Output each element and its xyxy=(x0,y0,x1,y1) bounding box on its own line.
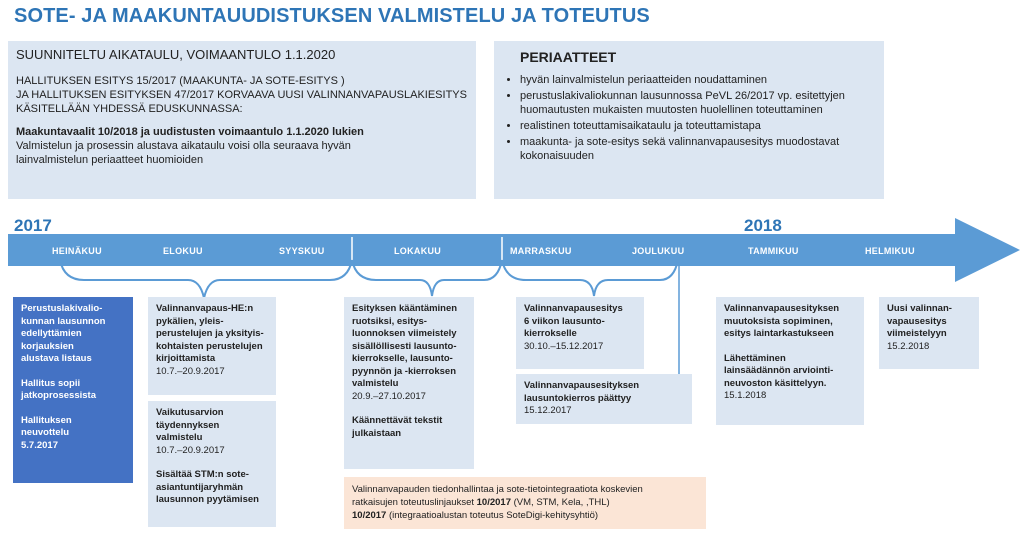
card-line: vapausesitys xyxy=(887,315,947,327)
card-line xyxy=(352,509,698,522)
july-card xyxy=(13,297,133,483)
card-line: muutoksista sopiminen, xyxy=(724,315,833,327)
schedule-line-1: HALLITUKSEN ESITYS 15/2017 (MAAKUNTA- JA SOTE-ESITYS ) xyxy=(16,75,345,87)
card-line: lausuntokierros päättyy xyxy=(524,392,632,404)
principle-item: • realistinen toteuttamisaikataulu ja toteuttamistapa xyxy=(520,119,872,133)
card-line: Käännettävät tekstit xyxy=(352,415,443,426)
principle-item: • hyvän lainvalmistelun periaatteiden noudattaminen xyxy=(520,73,872,87)
card-line: Hallitus sopii xyxy=(21,377,81,389)
card-line: perustelujen ja yksityis- xyxy=(156,328,264,339)
card-text: (VM, STM, Kela, ,THL) xyxy=(510,497,610,508)
card-line: jatkoprosessista xyxy=(21,390,96,401)
card-line: täydennyksen xyxy=(156,419,220,431)
card-line: Valinnanvapauden tiedonhallintaa ja sote-tietointegraatiota koskevien xyxy=(352,484,643,495)
card-line: lausunnon pyytämisen xyxy=(156,494,259,505)
card-line: asiantuntijaryhmän xyxy=(156,481,244,493)
nov-card-comment-round xyxy=(516,297,644,369)
card-line: kierrokselle xyxy=(524,328,577,339)
card-line: Uusi valinnan- xyxy=(887,303,952,314)
card-line: alustava listaus xyxy=(21,353,92,364)
card-line: 5.7.2017 xyxy=(21,439,58,451)
card-line: julkaistaan xyxy=(352,427,402,439)
month-label: HEINÄKUU xyxy=(52,246,102,256)
card-date: 15.2.2018 xyxy=(887,340,930,352)
year-2018: 2018 xyxy=(744,216,782,235)
card-line: kohtaisten perustelujen xyxy=(156,340,263,352)
card-line: valmistelu xyxy=(352,378,399,389)
card-line: pykälien, yleis- xyxy=(156,315,224,327)
card-line: edellyttämien xyxy=(21,328,82,339)
month-label: TAMMIKUU xyxy=(748,246,799,256)
dec-card-round-ends xyxy=(516,374,692,424)
card-line xyxy=(352,496,698,509)
principle-item: • maakunta- ja sote-esitys sekä valinnanvapausesitys muodostavat kokonaisuuden xyxy=(520,135,872,163)
card-text: (integraatioalustan toteutus SoteDigi-kehitysyhtiö) xyxy=(386,510,599,521)
month-label: SYYSKUU xyxy=(279,246,325,256)
card-text-bold: 10/2017 xyxy=(352,510,387,521)
card-date: 10.7.–20.9.2017 xyxy=(156,365,225,377)
aug-card-drafting xyxy=(148,297,276,395)
card-line: Perustuslakivalio- xyxy=(21,303,103,314)
card-line: sisällöllisesti lausunto- xyxy=(352,340,457,352)
card-line: kierrokselle, lausunto- xyxy=(352,353,453,364)
schedule-line-2: JA HALLITUKSEN ESITYKSEN 47/2017 KORVAAVA UUSI VALINNANVAPAUSLAKIESITYS xyxy=(16,89,467,101)
card-line: Valinnanvapaus-HE:n xyxy=(156,303,254,314)
card-date: 10.7.–20.9.2017 xyxy=(156,444,225,456)
schedule-note-1: Valmistelun ja prosessin alustava aikataulu voisi olla seuraava hyvän xyxy=(16,140,351,152)
card-line: ruotsiksi, esitys- xyxy=(352,315,427,327)
jan-card-agreement xyxy=(716,297,864,425)
card-line: Valinnanvapausesitys xyxy=(524,303,623,314)
card-line: Vaikutusarvion xyxy=(156,407,224,418)
card-date: 15.1.2018 xyxy=(724,390,767,401)
card-line: lainsäädännön arviointi- xyxy=(724,365,834,376)
schedule-bold-line: Maakuntavaalit 10/2018 ja uudistusten voimaantulo 1.1.2020 lukien xyxy=(16,126,364,138)
card-line: luonnoksen viimeistely xyxy=(352,328,457,339)
card-date: 30.10.–15.12.2017 xyxy=(524,340,604,352)
card-line: korjauksien xyxy=(21,340,74,352)
oct-card-translation xyxy=(344,297,474,469)
year-2017: 2017 xyxy=(14,216,52,235)
card-line: pyynnön ja -kierroksen xyxy=(352,365,457,377)
card-line: kunnan lausunnon xyxy=(21,315,106,327)
card-date: 20.9.–27.10.2017 xyxy=(352,390,426,402)
card-line: Valinnanvapausesityksen xyxy=(524,380,640,391)
page-title: SOTE- JA MAAKUNTAUUDISTUKSEN VALMISTELU JA TOTEUTUS xyxy=(14,5,650,27)
card-line: Sisältää STM:n sote- xyxy=(156,469,249,480)
card-line: neuvottelu xyxy=(21,427,70,438)
card-line: Hallituksen xyxy=(21,414,72,426)
card-line: 6 viikon lausunto- xyxy=(524,315,605,327)
card-text-bold: 10/2017 xyxy=(476,497,511,508)
principles-heading: PERIAATTEET xyxy=(520,49,617,65)
month-label: HELMIKUU xyxy=(865,246,915,256)
card-line: esitys laintarkastukseen xyxy=(724,328,834,339)
card-line: Valinnanvapausesityksen xyxy=(724,303,840,314)
card-text: ratkaisujen toteutuslinjaukset xyxy=(352,497,477,508)
month-label: ELOKUU xyxy=(163,246,203,256)
card-line: Esityksen kääntäminen xyxy=(352,303,458,314)
card-line: kirjoittamista xyxy=(156,353,216,364)
month-label: JOULUKUU xyxy=(632,246,685,256)
principle-item: • perustuslakivaliokunnan lausunnossa PeVL 26/2017 vp. esitettyjen huomautusten mukaisten muutosten huolellinen toteuttaminen xyxy=(520,89,872,117)
schedule-heading: SUUNNITELTU AIKATAULU, VOIMAANTULO 1.1.2020 xyxy=(16,47,336,62)
data-integration-card xyxy=(344,477,706,529)
card-line: Lähettäminen xyxy=(724,352,786,364)
card-date: 15.12.2017 xyxy=(524,405,572,416)
month-label: MARRASKUU xyxy=(510,246,572,256)
schedule-note-2: lainvalmistelun periaatteet huomioiden xyxy=(16,154,204,166)
aug-card-impact xyxy=(148,401,276,527)
month-label: LOKAKUU xyxy=(394,246,442,256)
card-line: viimeistelyyn xyxy=(887,328,947,339)
card-line: neuvoston käsittelyyn. xyxy=(724,377,827,389)
card-line: valmistelu xyxy=(156,432,203,443)
feb-card-finalize xyxy=(879,297,979,369)
schedule-line-3: KÄSITELLÄÄN YHDESSÄ EDUSKUNNASSA: xyxy=(16,103,243,115)
